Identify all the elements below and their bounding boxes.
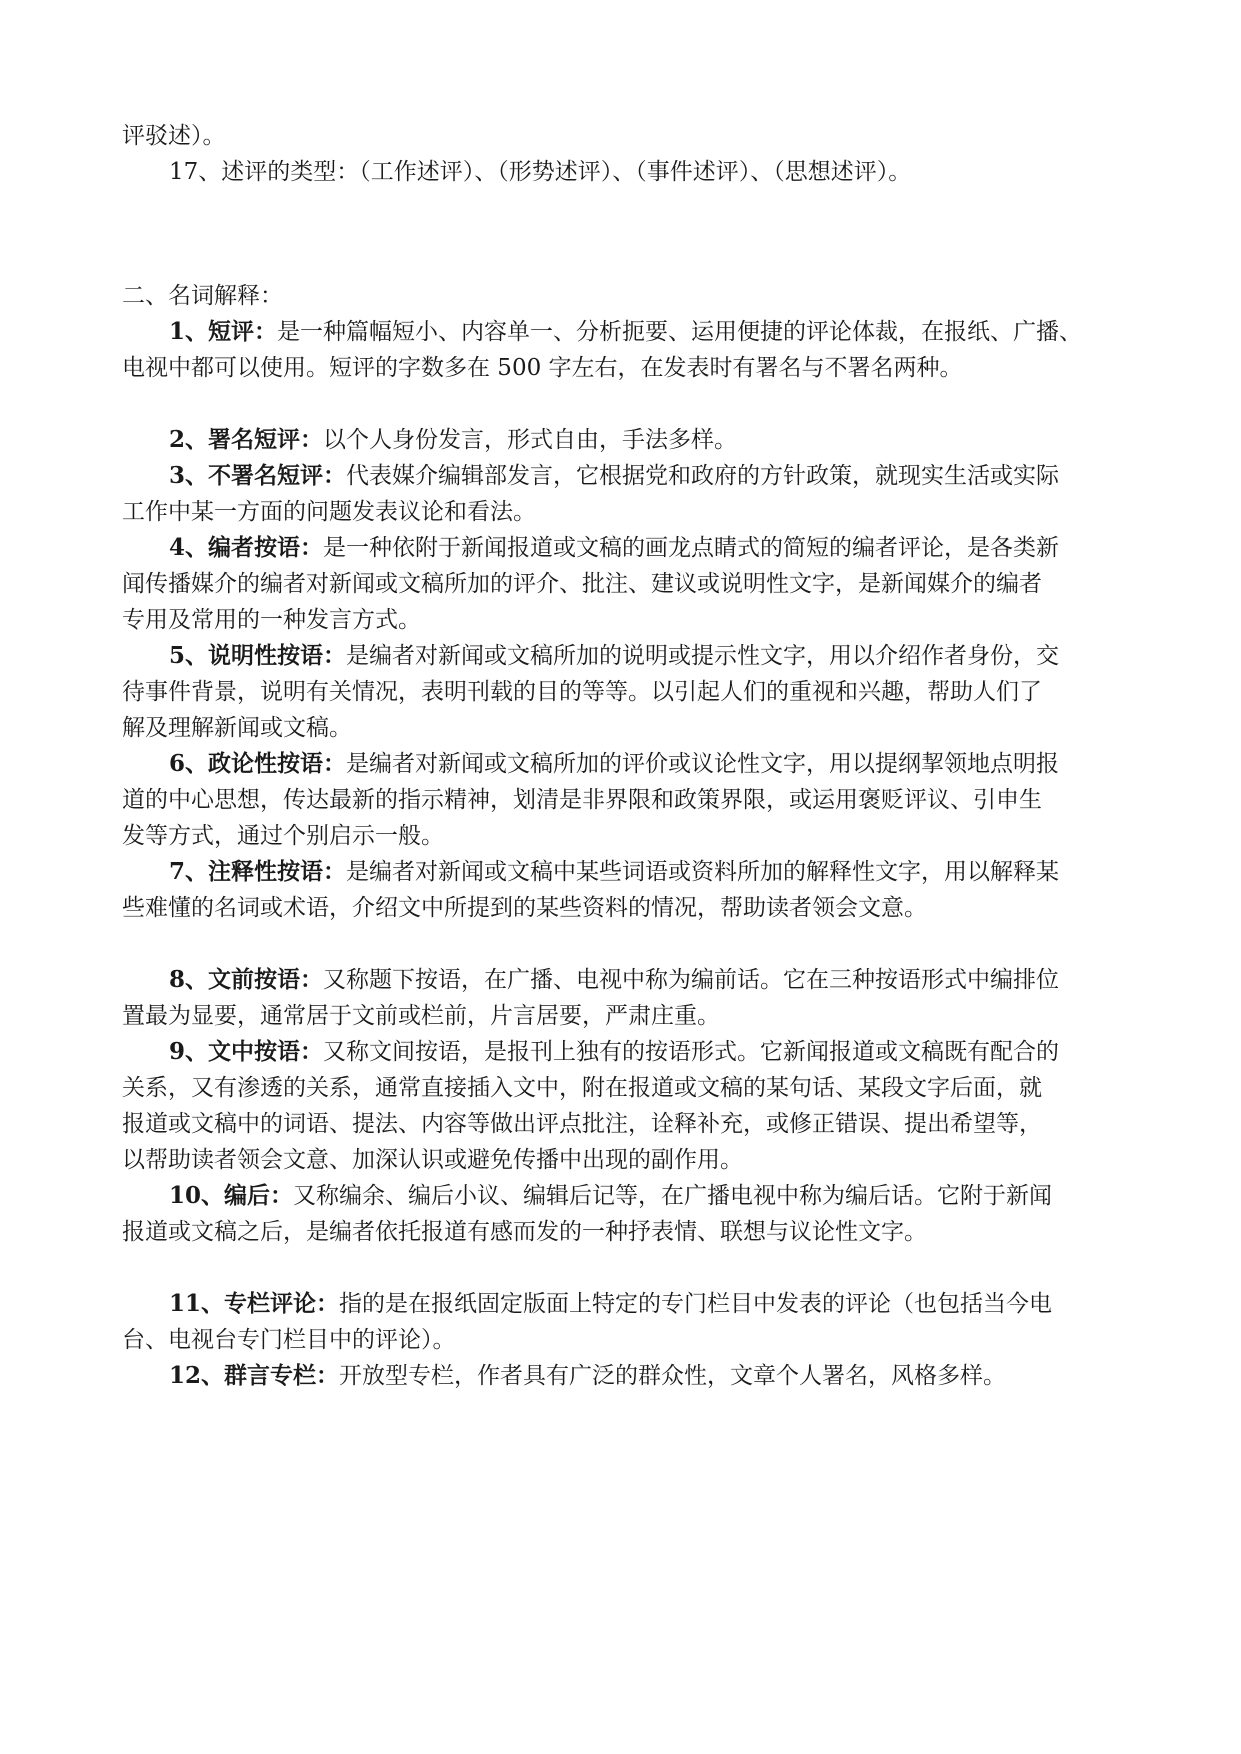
entry-text: 闻传播媒介的编者对新闻或文稿所加的评介、批注、建议或说明性文字，是新闻媒介的编者 — [122, 571, 1042, 597]
entry-term: 8、文前按语： — [169, 966, 324, 993]
entry-term: 11、专栏评论： — [169, 1290, 340, 1317]
entry-text: 是一种依附于新闻报道或文稿的画龙点睛式的简短的编者评论，是各类新 — [323, 535, 1060, 561]
entry-text: 工作中某一方面的问题发表议论和看法。 — [122, 499, 536, 525]
entry-text: 是编者对新闻或文稿所加的说明或提示性文字，用以介绍作者身份，交 — [346, 643, 1060, 669]
entry-9 — [122, 1034, 1142, 1178]
entry-term: 9、文中按语： — [169, 1038, 324, 1065]
entry-term: 12、群言专栏： — [169, 1362, 340, 1389]
intro-line-1: 评驳述）。 — [122, 123, 226, 149]
entry-4 — [122, 530, 1142, 638]
entry-10 — [122, 1178, 1142, 1250]
entry-text: 是编者对新闻或文稿所加的评价或议论性文字，用以提纲挈领地点明报 — [346, 751, 1060, 777]
entry-term: 3、不署名短评： — [169, 462, 347, 489]
entry-1 — [122, 314, 1142, 386]
entry-text: 道的中心思想，传达最新的指示精神，划清是非界限和政策界限，或运用褒贬评议、引申生 — [122, 787, 1042, 813]
spacer — [122, 190, 1142, 278]
entry-text: 以个人身份发言，形式自由，手法多样。 — [323, 427, 738, 453]
entry-text: 置最为显要，通常居于文前或栏前，片言居要，严肃庄重。 — [122, 1003, 720, 1029]
entry-text: 又称编余、编后小议、编辑后记等，在广播电视中称为编后话。它附于新闻 — [293, 1183, 1053, 1209]
spacer — [122, 926, 1142, 962]
entry-3 — [122, 458, 1142, 530]
entry-term: 10、编后： — [169, 1182, 294, 1209]
intro-line-2: 17、述评的类型：（工作述评）、（形势述评）、（事件述评）、（思想述评）。 — [169, 159, 912, 185]
spacer — [122, 1250, 1142, 1286]
section-title: 二、名词解释： — [122, 283, 283, 309]
entry-text: 台、电视台专门栏目中的评论）。 — [122, 1327, 456, 1353]
document-page — [122, 118, 1142, 1394]
spacer — [122, 386, 1142, 422]
entry-term: 4、编者按语： — [169, 534, 324, 561]
entry-term: 1、短评： — [169, 318, 278, 345]
entry-text: 待事件背景，说明有关情况，表明刊载的目的等等。以引起人们的重视和兴趣，帮助人们了 — [122, 679, 1042, 705]
entry-8 — [122, 962, 1142, 1034]
entry-text: 关系，又有渗透的关系，通常直接插入文中，附在报道或文稿的某句话、某段文字后面，就 — [122, 1075, 1042, 1101]
entry-6 — [122, 746, 1142, 854]
entry-term: 2、署名短评： — [169, 426, 324, 453]
entry-text: 专用及常用的一种发言方式。 — [122, 607, 421, 633]
entry-5 — [122, 638, 1142, 746]
entry-text: 报道或文稿中的词语、提法、内容等做出评点批注，诠释补充，或修正错误、提出希望等， — [122, 1111, 1042, 1137]
entry-text: 些难懂的名词或术语，介绍文中所提到的某些资料的情况，帮助读者领会文意。 — [122, 895, 927, 921]
entry-text: 是编者对新闻或文稿中某些词语或资料所加的解释性文字，用以解释某 — [346, 859, 1060, 885]
entry-12 — [122, 1358, 1142, 1394]
entry-text: 以帮助读者领会文意、加深认识或避免传播中出现的副作用。 — [122, 1147, 743, 1173]
entry-text: 解及理解新闻或文稿。 — [122, 715, 352, 741]
entry-term: 6、政论性按语： — [169, 750, 347, 777]
entry-text: 报道或文稿之后，是编者依托报道有感而发的一种抒表情、联想与议论性文字。 — [122, 1219, 927, 1245]
entry-text: 发等方式，通过个别启示一般。 — [122, 823, 444, 849]
entry-2 — [122, 422, 1142, 458]
entry-text: 又称题下按语，在广播、电视中称为编前话。它在三种按语形式中编排位 — [323, 967, 1060, 993]
entry-term: 7、注释性按语： — [169, 858, 347, 885]
entry-text: 电视中都可以使用。短评的字数多在 500 字左右，在发表时有署名与不署名两种。 — [122, 355, 963, 381]
entry-term: 5、说明性按语： — [169, 642, 347, 669]
entry-text: 代表媒介编辑部发言，它根据党和政府的方针政策，就现实生活或实际 — [346, 463, 1060, 489]
entry-text: 是一种篇幅短小、内容单一、分析扼要、运用便捷的评论体裁，在报纸、广播、 — [277, 319, 1083, 345]
entry-text: 又称文间按语，是报刊上独有的按语形式。它新闻报道或文稿既有配合的 — [323, 1039, 1060, 1065]
entry-text: 指的是在报纸固定版面上特定的专门栏目中发表的评论（也包括当今电 — [339, 1291, 1053, 1317]
entry-7 — [122, 854, 1142, 926]
entry-text: 开放型专栏，作者具有广泛的群众性，文章个人署名，风格多样。 — [339, 1363, 1007, 1389]
entry-11 — [122, 1286, 1142, 1358]
